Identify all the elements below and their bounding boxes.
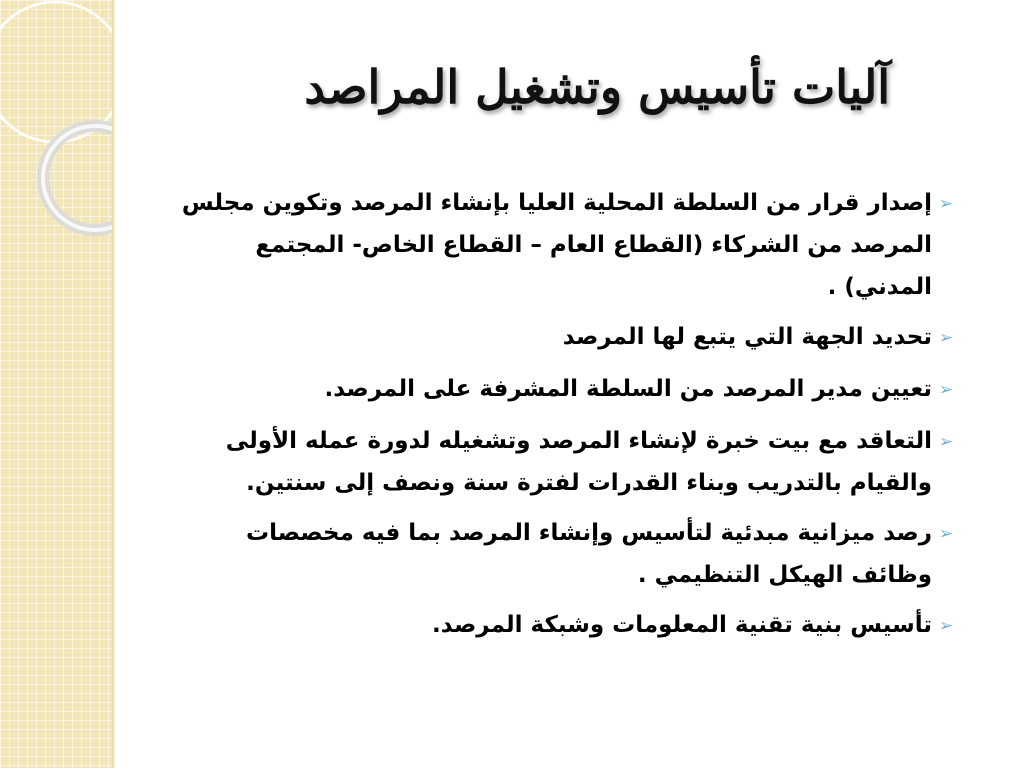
bullet-item [170,512,960,596]
bullet-text: إصدار قرار من السلطة المحلية العليا بإنشاء المرصد وتكوين مجلس المرصد من الشركاء (القطاع العام – القطاع الخاص- المجتمع المدني) . [181,190,932,300]
bullet-item [170,420,960,504]
chevron-right-icon: ➢ [938,328,954,348]
bullet-text: رصد ميزانية مبدئية لتأسيس وإنشاء المرصد بما فيه مخصصات وظائف الهيكل التنظيمي . [245,520,932,588]
bullet-text: تحديد الجهة التي يتبع لها المرصد [562,324,932,350]
chevron-right-icon: ➢ [938,432,954,452]
sidebar-edge [112,0,116,768]
chevron-right-icon: ➢ [938,616,954,636]
chevron-right-icon: ➢ [938,380,954,400]
decorative-circles [0,0,112,768]
bullet-text: تأسيس بنية تقنية المعلومات وشبكة المرصد. [432,612,932,638]
bullet-item [170,368,960,412]
bullet-list [170,182,960,656]
slide-title: آليات تأسيس وتشغيل المراصد [304,60,890,114]
bullet-item [170,316,960,360]
bullet-text: تعيين مدير المرصد من السلطة المشرفة على المرصد. [324,376,932,402]
chevron-right-icon: ➢ [938,194,954,214]
bullet-text: التعاقد مع بيت خبرة لإنشاء المرصد وتشغيله لدورة عمله الأولى والقيام بالتدريب وبناء القدرات لفترة سنة ونصف إلى سنتين. [225,428,932,496]
bullet-item [170,182,960,308]
chevron-right-icon: ➢ [938,524,954,544]
bullet-item [170,604,960,648]
decorative-sidebar [0,0,112,768]
